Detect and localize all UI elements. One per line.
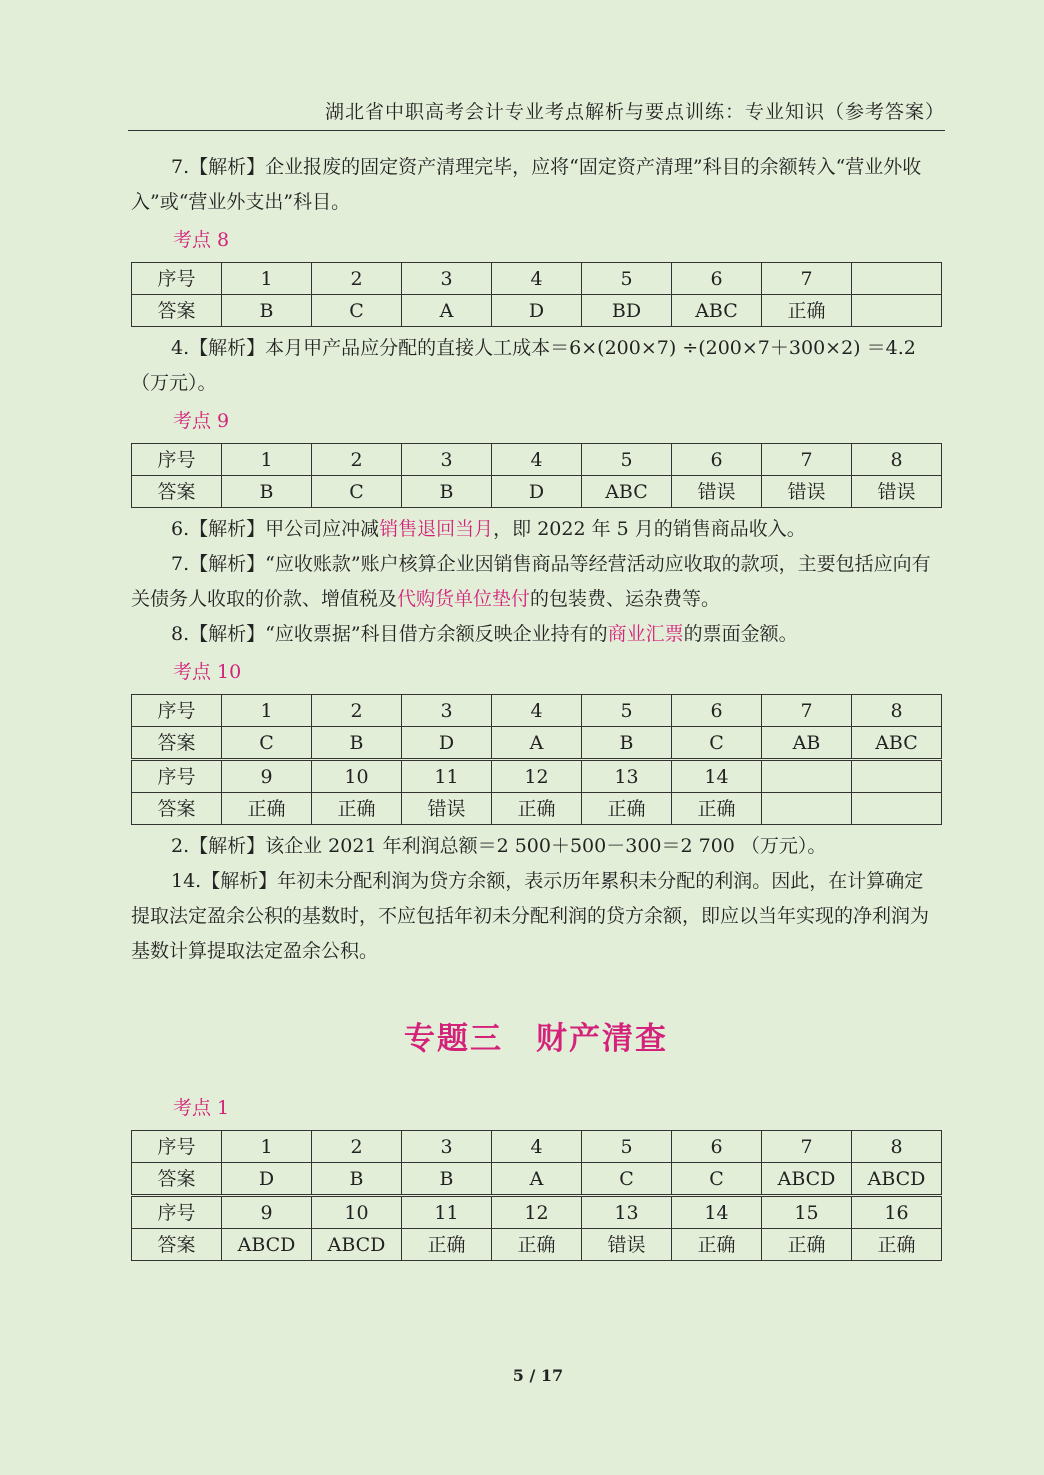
table-cell xyxy=(852,295,942,327)
analysis-7b xyxy=(131,547,941,617)
table-row xyxy=(132,1163,942,1196)
table-cell: C xyxy=(312,295,402,327)
table-cell: 正确 xyxy=(852,1229,942,1261)
table-cell: 5 xyxy=(582,1131,672,1163)
analysis-text: ，即 2022 年 5 月的销售商品收入。 xyxy=(493,518,806,540)
table-row xyxy=(132,793,942,825)
table-cell: 正确 xyxy=(762,295,852,327)
table-cell: 错误 xyxy=(402,793,492,825)
table-cell: 正确 xyxy=(222,793,312,825)
table-cell: 1 xyxy=(222,695,312,727)
table-cell: 7 xyxy=(762,263,852,295)
table-cell: 正确 xyxy=(762,1229,852,1261)
table-cell: 11 xyxy=(402,1196,492,1229)
table-cell: 5 xyxy=(582,444,672,476)
table-cell: ABC xyxy=(582,476,672,508)
answer-table-kd10 xyxy=(131,694,942,825)
table-cell: 15 xyxy=(762,1196,852,1229)
table-cell: 8 xyxy=(852,695,942,727)
table-cell: 正确 xyxy=(402,1229,492,1261)
row-header-cell: 答案 xyxy=(132,476,222,508)
table-cell: 12 xyxy=(492,1196,582,1229)
analysis-2 xyxy=(131,829,941,864)
table-row xyxy=(132,1196,942,1229)
analysis-text: 的包装费、运杂费等。 xyxy=(530,588,721,610)
table-cell: C xyxy=(672,727,762,760)
table-cell: B xyxy=(402,476,492,508)
table-cell: ABCD xyxy=(222,1229,312,1261)
highlight-text: 代购货单位垫付 xyxy=(397,588,531,610)
analysis-text: “应收账款”账户核算企业因销售商品等经营活动应收取的款项，主要包括应向有关债务人收取的价款、增值税及 xyxy=(131,553,931,610)
table-cell: 2 xyxy=(312,1131,402,1163)
table-cell: 4 xyxy=(492,263,582,295)
table-cell: 正确 xyxy=(672,1229,762,1261)
table-row xyxy=(132,263,942,295)
table-cell: 10 xyxy=(312,1196,402,1229)
table-cell: C xyxy=(312,476,402,508)
table-row xyxy=(132,760,942,793)
row-header-cell: 序号 xyxy=(132,263,222,295)
table-cell: 6 xyxy=(672,1131,762,1163)
table-cell xyxy=(852,760,942,793)
table-row xyxy=(132,1229,942,1261)
table-cell: 9 xyxy=(222,760,312,793)
table-cell: 10 xyxy=(312,760,402,793)
table-cell: 1 xyxy=(222,444,312,476)
page-content xyxy=(131,150,941,1265)
table-cell: 16 xyxy=(852,1196,942,1229)
table-cell: 14 xyxy=(672,1196,762,1229)
row-header-cell: 序号 xyxy=(132,760,222,793)
analysis-6 xyxy=(131,512,941,547)
table-cell: 2 xyxy=(312,695,402,727)
table-cell: 7 xyxy=(762,1131,852,1163)
table-cell: 4 xyxy=(492,695,582,727)
table-cell: 7 xyxy=(762,444,852,476)
table-cell: ABC xyxy=(852,727,942,760)
analysis-7 xyxy=(131,150,941,220)
row-header-cell: 序号 xyxy=(132,1196,222,1229)
table-cell: 错误 xyxy=(672,476,762,508)
table-cell: 错误 xyxy=(852,476,942,508)
analysis-text: 本月甲产品应分配的直接人工成本＝6×(200×7) ÷(200×7＋300×2) ＝4.2（万元）。 xyxy=(131,337,916,394)
analysis-lead: 6.【解析】 xyxy=(171,518,266,540)
row-header-cell: 序号 xyxy=(132,695,222,727)
table-cell: D xyxy=(402,727,492,760)
table-cell: 正确 xyxy=(492,793,582,825)
table-cell: 5 xyxy=(582,263,672,295)
table-cell: 4 xyxy=(492,444,582,476)
table-cell: 2 xyxy=(312,444,402,476)
row-header-cell: 答案 xyxy=(132,727,222,760)
table-cell: 12 xyxy=(492,760,582,793)
answer-table-kd8 xyxy=(131,262,942,327)
table-cell: D xyxy=(492,476,582,508)
table-cell: ABCD xyxy=(762,1163,852,1196)
table-cell: 6 xyxy=(672,695,762,727)
table-cell: 3 xyxy=(402,1131,492,1163)
analysis-lead: 2.【解析】 xyxy=(171,835,266,857)
analysis-text: “应收票据”科目借方余额反映企业持有的 xyxy=(265,623,608,645)
table-cell: D xyxy=(222,1163,312,1196)
table-cell xyxy=(762,760,852,793)
answer-table-kd1 xyxy=(131,1130,942,1261)
analysis-text: 该企业 2021 年利润总额＝2 500＋500－300＝2 700 （万元）。 xyxy=(265,835,827,857)
table-row xyxy=(132,695,942,727)
table-cell: 6 xyxy=(672,444,762,476)
table-row xyxy=(132,476,942,508)
running-header xyxy=(128,98,945,131)
row-header-cell: 序号 xyxy=(132,444,222,476)
table-cell: 5 xyxy=(582,695,672,727)
section-label-kd8: 考点 8 xyxy=(173,229,230,251)
table-cell: 正确 xyxy=(582,793,672,825)
table-cell: 1 xyxy=(222,263,312,295)
table-cell: B xyxy=(402,1163,492,1196)
table-cell: 11 xyxy=(402,760,492,793)
table-cell: 错误 xyxy=(762,476,852,508)
section-label-kd1: 考点 1 xyxy=(173,1097,230,1119)
table-cell xyxy=(852,793,942,825)
table-cell xyxy=(852,263,942,295)
analysis-text: 甲公司应冲减 xyxy=(265,518,380,540)
analysis-4 xyxy=(131,331,941,401)
page-number: 5 / 17 xyxy=(512,1366,564,1385)
answer-table-kd9 xyxy=(131,443,942,508)
table-cell xyxy=(762,793,852,825)
table-cell: 4 xyxy=(492,1131,582,1163)
analysis-lead: 4.【解析】 xyxy=(171,337,266,359)
table-cell: 3 xyxy=(402,695,492,727)
analysis-text: 年初未分配利润为贷方余额，表示历年累积未分配的利润。因此，在计算确定提取法定盈余公积的基数时，不应包括年初未分配利润的贷方余额，即应以当年实现的净利润为基数计算提取法定盈余公积。 xyxy=(131,870,930,962)
analysis-lead: 8.【解析】 xyxy=(171,623,266,645)
table-row xyxy=(132,1131,942,1163)
table-cell: 6 xyxy=(672,263,762,295)
table-cell: BD xyxy=(582,295,672,327)
table-cell: B xyxy=(582,727,672,760)
section-label-kd10: 考点 10 xyxy=(173,661,242,683)
table-cell: 8 xyxy=(852,1131,942,1163)
table-cell: 正确 xyxy=(312,793,402,825)
table-cell: 13 xyxy=(582,1196,672,1229)
row-header-cell: 答案 xyxy=(132,1163,222,1196)
topic-title: 专题三 财产清查 xyxy=(404,1021,668,1057)
header-title: 湖北省中职高考会计专业考点解析与要点训练：专业知识（参考答案） xyxy=(324,101,945,123)
table-cell: 错误 xyxy=(582,1229,672,1261)
table-cell: 正确 xyxy=(672,793,762,825)
table-cell: B xyxy=(312,727,402,760)
table-cell: 3 xyxy=(402,444,492,476)
row-header-cell: 序号 xyxy=(132,1131,222,1163)
table-cell: ABC xyxy=(672,295,762,327)
analysis-14 xyxy=(131,864,941,969)
section-label-kd9: 考点 9 xyxy=(173,410,230,432)
table-cell: A xyxy=(492,1163,582,1196)
analysis-text: 企业报废的固定资产清理完毕，应将“固定资产清理”科目的余额转入“营业外收入”或“营业外支出”科目。 xyxy=(131,156,922,213)
table-cell: 1 xyxy=(222,1131,312,1163)
table-cell: ABCD xyxy=(312,1229,402,1261)
row-header-cell: 答案 xyxy=(132,295,222,327)
table-cell: B xyxy=(222,476,312,508)
table-cell: B xyxy=(222,295,312,327)
table-cell: C xyxy=(582,1163,672,1196)
table-cell: 14 xyxy=(672,760,762,793)
analysis-text: 的票面金额。 xyxy=(683,623,798,645)
table-cell: C xyxy=(672,1163,762,1196)
table-row xyxy=(132,727,942,760)
table-row xyxy=(132,444,942,476)
table-cell: 7 xyxy=(762,695,852,727)
table-cell: D xyxy=(492,295,582,327)
table-cell: A xyxy=(492,727,582,760)
row-header-cell: 答案 xyxy=(132,793,222,825)
table-cell: A xyxy=(402,295,492,327)
table-cell: C xyxy=(222,727,312,760)
analysis-8 xyxy=(131,617,941,652)
table-cell: AB xyxy=(762,727,852,760)
highlight-text: 销售退回当月 xyxy=(379,518,494,540)
table-cell: 13 xyxy=(582,760,672,793)
table-cell: 3 xyxy=(402,263,492,295)
highlight-text: 商业汇票 xyxy=(607,623,684,645)
analysis-lead: 7.【解析】 xyxy=(171,553,266,575)
analysis-lead: 14.【解析】 xyxy=(171,870,278,892)
table-row xyxy=(132,295,942,327)
table-cell: 正确 xyxy=(492,1229,582,1261)
table-cell: B xyxy=(312,1163,402,1196)
row-header-cell: 答案 xyxy=(132,1229,222,1261)
table-cell: 2 xyxy=(312,263,402,295)
table-cell: 9 xyxy=(222,1196,312,1229)
table-cell: ABCD xyxy=(852,1163,942,1196)
table-cell: 8 xyxy=(852,444,942,476)
analysis-lead: 7.【解析】 xyxy=(171,156,266,178)
